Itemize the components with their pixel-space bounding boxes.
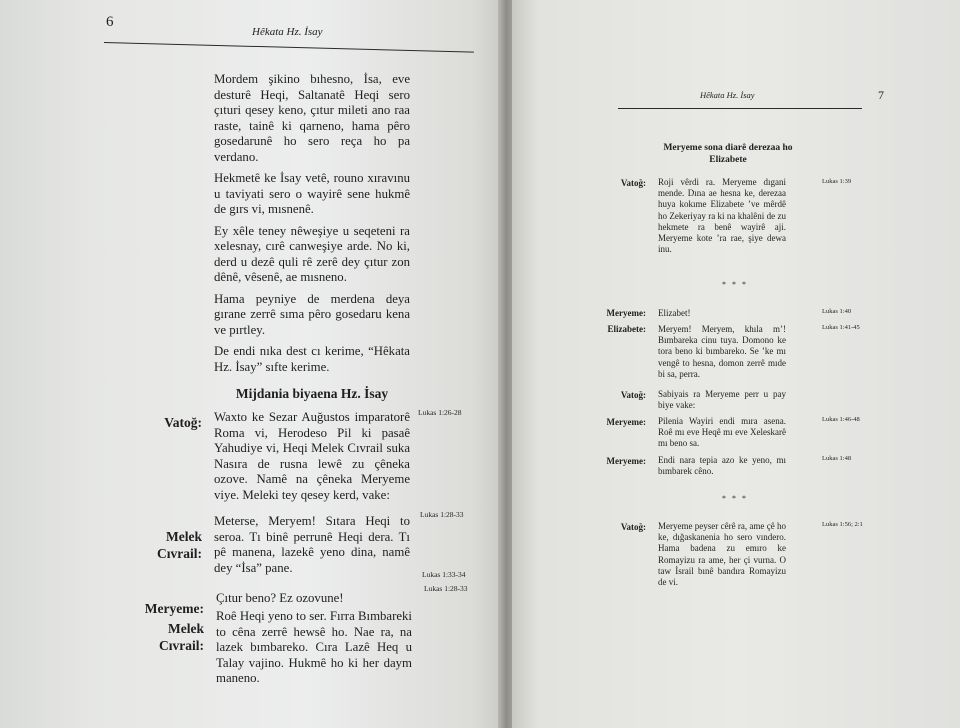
dialogue-text: Sabiyais ra Meryeme perr u pay biye vake:: [658, 389, 786, 411]
scripture-ref: Lukas 1:41-45: [822, 324, 860, 331]
speaker-label: Vatoğ:: [164, 415, 202, 430]
speaker-label: Meryeme:: [606, 308, 646, 318]
intro-paragraph: Hama peyniye de merdena deya gırane zerrê sıma pêro gosedaru kena ve pırtley.: [214, 291, 410, 337]
speaker-label: Vatoğ:: [620, 390, 646, 400]
dialogue-text: Elizabet!: [658, 308, 691, 318]
scripture-ref: Lukas 1:33-34: [422, 570, 466, 579]
section-title: Meryeme sona diarê derezaa ho Elizabete: [663, 143, 793, 165]
page-number: 6: [106, 14, 114, 30]
header-rule: [104, 42, 474, 53]
dialogue-text: Roji vêrdi ra. Meryeme dıgani mende. Dına ae hesna ke, derezaa huya kokıme Elizabete ’ve mêrdê ho Zekeriyay ra ki na khalêni de zu hekmete ra benê wayirê aji. Meryeme kote ’ra rae, şiye dewa inu.: [658, 177, 786, 255]
scripture-ref: Lukas 1:46-48: [822, 416, 860, 423]
dialogue-text: Endi nara tepia azo ke yeno, mı bımbarek cêno.: [658, 455, 786, 477]
section-separator: * * *: [722, 494, 748, 503]
intro-paragraph: Hekmetê ke İsay vetê, rouno xıravınu u taviyati sero o wayirê sene hukmê de gırs vi, mısnenê.: [214, 171, 410, 216]
dialogue-text: Waxto ke Sezar Auğustos imparatorê Roma vi, Herodeso Pil ki pasaê Yahudiye vi, Heqi Melek Cıvrail suka Nasıra de rusna lewê zu çêneka ozove. Namê na çêneka Meryeme viye. Meleki tey qesey kerd, vake:: [214, 410, 410, 502]
dialogue-text: Roê Heqi yeno to ser. Fırra Bımbareki to cêna zerrê hewsê ho. Nae ra, na lazek bımbareko. Cıra Lazê Heq u Talay vajino. Hukmê ho ki her daym maneno.: [216, 609, 412, 685]
page-number: 7: [878, 88, 884, 102]
scripture-ref: Lukas 1:48: [822, 455, 852, 462]
scripture-ref: Lukas 1:28-33: [424, 584, 468, 593]
running-head: Hêkata Hz. İsay: [252, 26, 323, 38]
speaker-label: Meryeme:: [606, 417, 646, 427]
speaker-label: Melek Cıvrail:: [157, 529, 202, 561]
intro-paragraph: Ey xêle teney nêweşiye u seqeteni ra xelesnay, cırê canweşiye arde. No ki, derd u dezê quli rê zerê dey çıtur zon dênê, vêsenê, ae mısneno.: [214, 223, 410, 284]
section-separator: * * *: [722, 280, 748, 289]
scripture-ref: Lukas 1:56; 2:1: [822, 521, 863, 528]
speaker-label: Vatoğ:: [620, 522, 646, 532]
dialogue-text: Meterse, Meryem! Sıtara Heqi to seroa. Tı binê perrunê Heqi dera. Tı pê manena, lazekê yeno dina, namê dey “İsa” pane.: [214, 514, 410, 575]
speaker-label: Vatoğ:: [620, 178, 646, 188]
intro-paragraph: Mordem şikino bıhesno, İsa, eve desturê Heqi, Saltanatê Heqi sero çıturi qesey keno, çıtur mileti ano raa raste, tainê ki qarneno, hama pêro gosedarunê ho sero reça ho pa verdano.: [214, 72, 410, 164]
intro-paragraph: De endi nıka dest cı kerime, “Hêkata Hz. İsay” sıfte kerime.: [214, 344, 410, 374]
speaker-label: Meryeme:: [144, 601, 204, 616]
dialogue-text: Meryeme peyser cêrê ra, ame çê ho ke, dığaskanenia ho sero vındero. Hama badena zu emıro ke Romayizu ra ame, her çi vurna. O taw İsrail bınê bandıra Romayizu de vi.: [658, 521, 786, 588]
dialogue-text: Pilenia Wayiri endi mıra asena. Roê mı eve Heqê mı eve Xeleskarê mı beno sa.: [658, 416, 786, 449]
speaker-label: Meryeme:: [606, 456, 646, 466]
right-page: [512, 0, 960, 728]
header-rule: [618, 108, 862, 109]
scripture-ref: Lukas 1:40: [822, 308, 852, 315]
dialogue-text: Çıtur beno? Ez ozovune!: [216, 591, 344, 605]
scripture-ref: Lukas 1:28-33: [420, 510, 464, 519]
scripture-ref: Lukas 1:26-28: [418, 408, 462, 417]
speaker-label: Elizabete:: [607, 324, 646, 334]
section-title: Mijdania biyaena Hz. İsay: [235, 386, 389, 401]
scripture-ref: Lukas 1:39: [822, 178, 852, 185]
running-head: Hêkata Hz. İsay: [700, 90, 755, 100]
intro-text: [214, 72, 410, 381]
speaker-label: Melek Cıvrail:: [159, 621, 204, 653]
dialogue-text: Meryem! Meryem, khıla m’! Bımbareka cinu tuya. Domono ke tora beno ki bımbareko. Se ’ke mı vengê to hesna, domon zerrê mıde bi sa, perra.: [658, 324, 786, 379]
